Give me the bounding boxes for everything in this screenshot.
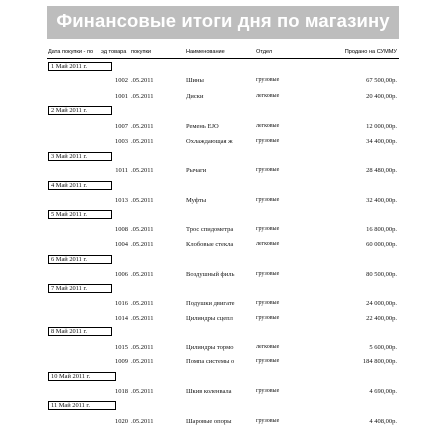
item-name: Шины bbox=[186, 77, 204, 84]
item-dept: грузовые bbox=[256, 197, 280, 203]
item-code: 1016 bbox=[115, 300, 128, 307]
group-date-header: 8 Май 2011 г. bbox=[48, 327, 112, 336]
item-code: 1020 bbox=[115, 418, 128, 425]
table-row bbox=[47, 299, 399, 308]
item-name: Шкив коленвала bbox=[186, 388, 232, 395]
header-sold: Продано на СУММУ bbox=[344, 49, 397, 55]
purchase-date: .05.2011 bbox=[131, 344, 154, 351]
item-code: 1018 bbox=[115, 388, 128, 395]
item-name: Трос спидометра bbox=[186, 226, 234, 233]
table-row bbox=[47, 225, 399, 234]
table-row bbox=[47, 240, 399, 249]
purchase-date: .05.2011 bbox=[131, 418, 154, 425]
group-date-header: 4 Май 2011 г. bbox=[48, 181, 112, 190]
purchase-date: .05.2011 bbox=[131, 315, 154, 322]
report-title-bar bbox=[47, 6, 399, 39]
group-date-header: 7 Май 2011 г. bbox=[48, 284, 112, 293]
item-dept: грузовые bbox=[256, 138, 280, 144]
item-code: 1004 bbox=[115, 241, 128, 248]
table-row bbox=[47, 196, 399, 205]
item-sold: 4 690,00р. bbox=[369, 388, 397, 395]
purchase-date: .05.2011 bbox=[131, 241, 154, 248]
item-sold: 32 400,00р. bbox=[366, 197, 397, 204]
item-dept: грузовые bbox=[256, 226, 280, 232]
item-name: Клобовые стекла bbox=[186, 241, 234, 248]
table-row bbox=[47, 166, 399, 175]
group-date-header: 3 Май 2011 г. bbox=[48, 152, 112, 161]
item-dept: грузовые bbox=[256, 167, 280, 173]
group-date-header: 1 Май 2011 г. bbox=[48, 62, 112, 71]
table-row bbox=[47, 92, 399, 101]
item-sold: 20 400,00р. bbox=[366, 93, 397, 100]
item-name: Охлаждающая ж bbox=[186, 138, 233, 145]
item-sold: 12 000,00р. bbox=[366, 123, 397, 130]
column-header-row bbox=[47, 48, 399, 59]
group-date-header: 5 Май 2011 г. bbox=[48, 210, 112, 219]
item-name: Помпа системы о bbox=[186, 358, 235, 365]
item-dept: легковые bbox=[256, 241, 280, 247]
item-code: 1007 bbox=[115, 123, 128, 130]
item-code: 1002 bbox=[115, 77, 128, 84]
item-name: Рычаги bbox=[186, 167, 207, 174]
item-name: Воздушный филь bbox=[186, 271, 235, 278]
item-sold: 60 000,00р. bbox=[366, 241, 397, 248]
header-purchase: покупки bbox=[131, 49, 152, 55]
purchase-date: .05.2011 bbox=[131, 388, 154, 395]
purchase-date: .05.2011 bbox=[131, 93, 154, 100]
report-title: Финансовые итоги дня по магазину bbox=[56, 10, 390, 31]
table-row bbox=[47, 417, 399, 426]
table-row bbox=[47, 314, 399, 323]
item-sold: 24 000,00р. bbox=[366, 300, 397, 307]
item-dept: грузовые bbox=[256, 358, 280, 364]
purchase-date: .05.2011 bbox=[131, 358, 154, 365]
header-code: эд товара bbox=[101, 49, 127, 55]
item-name: Ремень EJO bbox=[186, 123, 219, 130]
purchase-date: .05.2011 bbox=[131, 197, 154, 204]
item-code: 1013 bbox=[115, 197, 128, 204]
item-dept: грузовые bbox=[256, 77, 280, 83]
item-code: 1011 bbox=[115, 167, 128, 174]
item-sold: 16 800,00р. bbox=[366, 226, 397, 233]
table-row bbox=[47, 137, 399, 146]
purchase-date: .05.2011 bbox=[131, 123, 154, 130]
table-row bbox=[47, 357, 399, 366]
table-row bbox=[47, 76, 399, 85]
item-sold: 22 400,00р. bbox=[366, 315, 397, 322]
item-name: Цилиндры тормо bbox=[186, 344, 234, 351]
purchase-date: .05.2011 bbox=[131, 167, 154, 174]
item-dept: грузовые bbox=[256, 388, 280, 394]
group-date-header: 2 Май 2011 г. bbox=[48, 106, 112, 115]
group-date-header: 10 Май 2011 г. bbox=[48, 372, 116, 381]
item-name: Шаровые опоры bbox=[186, 418, 232, 425]
item-code: 1003 bbox=[115, 138, 128, 145]
header-name: Наименование bbox=[186, 49, 225, 55]
item-code: 1006 bbox=[115, 271, 128, 278]
group-date-header: 6 Май 2011 г. bbox=[48, 255, 112, 264]
item-dept: легковые bbox=[256, 93, 280, 99]
table-row bbox=[47, 122, 399, 131]
item-code: 1009 bbox=[115, 358, 128, 365]
item-name: Диски bbox=[186, 93, 204, 100]
table-row bbox=[47, 343, 399, 352]
item-code: 1008 bbox=[115, 226, 128, 233]
table-row bbox=[47, 387, 399, 396]
item-code: 1001 bbox=[115, 93, 128, 100]
group-date-header: 11 Май 2011 г. bbox=[48, 401, 116, 410]
item-dept: грузовые bbox=[256, 300, 280, 306]
table-row bbox=[47, 270, 399, 279]
item-dept: грузовые bbox=[256, 418, 280, 424]
item-name: Муфты bbox=[186, 197, 207, 204]
item-sold: 184 800,00р. bbox=[362, 358, 397, 365]
header-dept: Отдел bbox=[256, 49, 273, 55]
item-sold: 34 400,00р. bbox=[366, 138, 397, 145]
item-name: Цилиндры сцепл bbox=[186, 315, 233, 322]
item-name: Подушки двигате bbox=[186, 300, 235, 307]
item-code: 1015 bbox=[115, 344, 128, 351]
item-sold: 28 480,00р. bbox=[366, 167, 397, 174]
purchase-date: .05.2011 bbox=[131, 77, 154, 84]
item-sold: 4 408,00р. bbox=[369, 418, 397, 425]
purchase-date: .05.2011 bbox=[131, 271, 154, 278]
item-dept: легковые bbox=[256, 123, 280, 129]
purchase-date: .05.2011 bbox=[131, 226, 154, 233]
item-dept: грузовые bbox=[256, 315, 280, 321]
purchase-date: .05.2011 bbox=[131, 300, 154, 307]
item-sold: 67 500,00р. bbox=[366, 77, 397, 84]
item-dept: легковые bbox=[256, 344, 280, 350]
item-dept: грузовые bbox=[256, 271, 280, 277]
purchase-date: .05.2011 bbox=[131, 138, 154, 145]
item-code: 1014 bbox=[115, 315, 128, 322]
item-sold: 5 600,00р. bbox=[369, 344, 397, 351]
item-sold: 80 500,00р. bbox=[366, 271, 397, 278]
header-date: Дата покупки - по bbox=[48, 49, 94, 55]
